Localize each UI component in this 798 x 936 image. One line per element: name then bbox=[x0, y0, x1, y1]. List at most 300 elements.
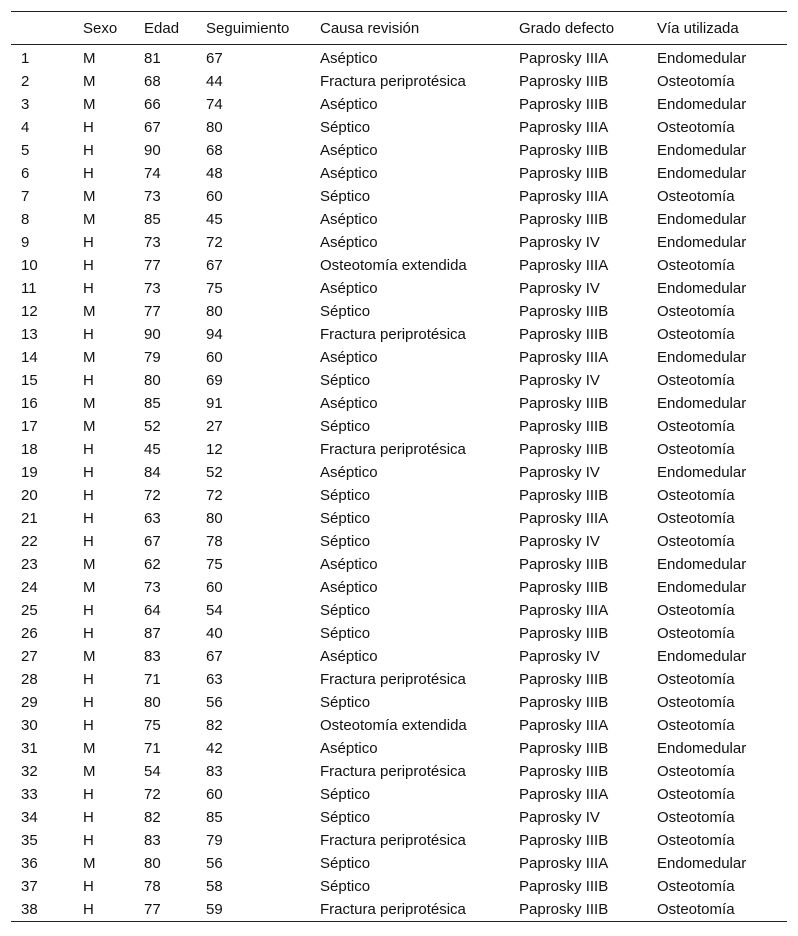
cell-grado-defecto: Paprosky IIIB bbox=[519, 303, 609, 320]
cell-causa-revision: Aséptico bbox=[320, 579, 378, 596]
cell-edad: 90 bbox=[144, 326, 161, 343]
cell-via-utilizada: Osteotomía bbox=[657, 303, 735, 320]
cell-seguimiento: 54 bbox=[206, 602, 223, 619]
cell-case-number: 5 bbox=[21, 142, 30, 159]
header-case-number bbox=[11, 12, 73, 45]
cell-grado-defecto: Paprosky IIIB bbox=[509, 898, 647, 922]
table-row bbox=[11, 208, 787, 231]
cell-sexo: M bbox=[83, 763, 96, 780]
cell-edad: 80 bbox=[144, 694, 161, 711]
cell-causa-revision: Séptico bbox=[320, 786, 371, 803]
cell-case-number: 9 bbox=[21, 234, 30, 251]
cell-edad: 78 bbox=[144, 878, 161, 895]
cell-via-utilizada: Osteotomía bbox=[657, 763, 735, 780]
table-row bbox=[11, 300, 787, 323]
cell-edad: 67 bbox=[144, 533, 161, 550]
table-row bbox=[11, 783, 787, 806]
cell-edad: 52 bbox=[144, 418, 161, 435]
header-sexo: Sexo bbox=[73, 12, 134, 45]
cell-causa-revision: Fractura periprotésica bbox=[320, 326, 466, 343]
cell-grado-defecto: Paprosky IV bbox=[519, 533, 600, 550]
cell-edad: 82 bbox=[144, 809, 161, 826]
cell-edad: 63 bbox=[144, 510, 161, 527]
cell-case-number: 35 bbox=[21, 832, 38, 849]
cell-via-utilizada: Endomedular bbox=[657, 165, 747, 182]
cell-case-number: 8 bbox=[21, 211, 30, 228]
cell-case-number: 23 bbox=[21, 556, 38, 573]
cell-case-number: 22 bbox=[21, 533, 38, 550]
cell-causa-revision: Aséptico bbox=[320, 395, 378, 412]
cell-sexo: H bbox=[83, 671, 94, 688]
header-edad: Edad bbox=[134, 12, 196, 45]
cell-edad: 87 bbox=[144, 625, 161, 642]
cell-grado-defecto: Paprosky IIIB bbox=[519, 763, 609, 780]
cell-sexo: H bbox=[83, 533, 94, 550]
cell-via-utilizada: Osteotomía bbox=[657, 326, 735, 343]
table-row bbox=[11, 691, 787, 714]
cell-edad: 77 bbox=[134, 898, 196, 922]
cell-seguimiento: 60 bbox=[206, 188, 223, 205]
cell-case-number: 14 bbox=[21, 349, 38, 366]
cell-case-number: 36 bbox=[21, 855, 38, 872]
cell-via-utilizada: Endomedular bbox=[657, 855, 747, 872]
cell-causa-revision: Aséptico bbox=[320, 464, 378, 481]
cell-sexo: H bbox=[83, 441, 94, 458]
cell-causa-revision: Aséptico bbox=[320, 349, 378, 366]
table-row bbox=[11, 93, 787, 116]
cell-grado-defecto: Paprosky IV bbox=[519, 464, 600, 481]
cell-via-utilizada: Endomedular bbox=[657, 211, 747, 228]
cell-seguimiento: 59 bbox=[196, 898, 310, 922]
cell-grado-defecto: Paprosky IIIA bbox=[519, 50, 609, 67]
cell-seguimiento: 80 bbox=[206, 510, 223, 527]
cell-via-utilizada: Osteotomía bbox=[657, 119, 735, 136]
cell-edad: 68 bbox=[144, 73, 161, 90]
table-row bbox=[11, 622, 787, 645]
cell-seguimiento: 72 bbox=[206, 487, 223, 504]
cell-sexo: M bbox=[83, 349, 96, 366]
cell-causa-revision: Séptico bbox=[320, 303, 371, 320]
cell-case-number: 26 bbox=[21, 625, 38, 642]
table-row bbox=[11, 438, 787, 461]
cell-edad: 83 bbox=[144, 832, 161, 849]
cell-seguimiento: 60 bbox=[206, 579, 223, 596]
cell-case-number: 30 bbox=[21, 717, 38, 734]
cell-via-utilizada: Endomedular bbox=[657, 579, 747, 596]
cell-case-number: 17 bbox=[21, 418, 38, 435]
cell-sexo: H bbox=[83, 372, 94, 389]
cell-causa-revision: Séptico bbox=[320, 188, 371, 205]
cell-seguimiento: 80 bbox=[206, 119, 223, 136]
table-row bbox=[11, 70, 787, 93]
table-row bbox=[11, 185, 787, 208]
table-row bbox=[11, 760, 787, 783]
cell-via-utilizada: Osteotomía bbox=[657, 717, 735, 734]
cell-via-utilizada: Osteotomía bbox=[657, 73, 735, 90]
cell-causa-revision: Osteotomía extendida bbox=[320, 257, 467, 274]
cell-sexo: H bbox=[83, 257, 94, 274]
cell-grado-defecto: Paprosky IIIA bbox=[519, 602, 609, 619]
cell-grado-defecto: Paprosky IIIB bbox=[519, 694, 609, 711]
table-row bbox=[11, 254, 787, 277]
cell-sexo: M bbox=[83, 556, 96, 573]
cell-edad: 75 bbox=[144, 717, 161, 734]
cell-case-number: 27 bbox=[21, 648, 38, 665]
cell-sexo: H bbox=[83, 464, 94, 481]
cell-grado-defecto: Paprosky IIIA bbox=[519, 855, 609, 872]
cell-causa-revision: Fractura periprotésica bbox=[310, 898, 509, 922]
header-seguimiento: Seguimiento bbox=[196, 12, 310, 45]
cell-sexo: H bbox=[73, 898, 134, 922]
cell-via-utilizada: Endomedular bbox=[657, 648, 747, 665]
table-row bbox=[11, 852, 787, 875]
cell-via-utilizada: Osteotomía bbox=[657, 602, 735, 619]
cell-causa-revision: Fractura periprotésica bbox=[320, 671, 466, 688]
cell-sexo: H bbox=[83, 142, 94, 159]
table-row bbox=[11, 714, 787, 737]
cell-sexo: M bbox=[83, 740, 96, 757]
cell-seguimiento: 56 bbox=[206, 694, 223, 711]
cell-causa-revision: Fractura periprotésica bbox=[320, 832, 466, 849]
cell-sexo: H bbox=[83, 625, 94, 642]
table-row bbox=[11, 139, 787, 162]
cell-causa-revision: Séptico bbox=[320, 533, 371, 550]
cell-seguimiento: 83 bbox=[206, 763, 223, 780]
cell-via-utilizada: Endomedular bbox=[657, 234, 747, 251]
cell-via-utilizada: Endomedular bbox=[657, 50, 747, 67]
cell-via-utilizada: Endomedular bbox=[657, 395, 747, 412]
table-body bbox=[11, 45, 787, 922]
cell-seguimiento: 69 bbox=[206, 372, 223, 389]
cell-sexo: M bbox=[83, 188, 96, 205]
cell-via-utilizada: Osteotomía bbox=[657, 487, 735, 504]
header-row bbox=[11, 12, 787, 45]
cell-case-number: 7 bbox=[21, 188, 30, 205]
cell-causa-revision: Séptico bbox=[320, 625, 371, 642]
cell-case-number: 3 bbox=[21, 96, 30, 113]
cell-grado-defecto: Paprosky IIIB bbox=[519, 211, 609, 228]
cell-sexo: M bbox=[83, 96, 96, 113]
cell-seguimiento: 42 bbox=[206, 740, 223, 757]
cell-sexo: H bbox=[83, 234, 94, 251]
cell-case-number: 11 bbox=[21, 280, 37, 297]
cell-seguimiento: 12 bbox=[206, 441, 223, 458]
cell-seguimiento: 40 bbox=[206, 625, 223, 642]
cell-case-number: 12 bbox=[21, 303, 38, 320]
cell-grado-defecto: Paprosky IIIB bbox=[519, 418, 609, 435]
cell-seguimiento: 56 bbox=[206, 855, 223, 872]
cell-grado-defecto: Paprosky IV bbox=[519, 234, 600, 251]
cell-edad: 90 bbox=[144, 142, 161, 159]
table-row bbox=[11, 116, 787, 139]
cell-grado-defecto: Paprosky IV bbox=[519, 280, 600, 297]
cell-causa-revision: Séptico bbox=[320, 855, 371, 872]
cell-seguimiento: 82 bbox=[206, 717, 223, 734]
cell-seguimiento: 68 bbox=[206, 142, 223, 159]
cell-sexo: H bbox=[83, 165, 94, 182]
cell-edad: 64 bbox=[144, 602, 161, 619]
cell-edad: 83 bbox=[144, 648, 161, 665]
cell-causa-revision: Aséptico bbox=[320, 165, 378, 182]
cell-case-number: 2 bbox=[21, 73, 30, 90]
cell-grado-defecto: Paprosky IIIB bbox=[519, 96, 609, 113]
cell-seguimiento: 45 bbox=[206, 211, 223, 228]
table-row bbox=[11, 461, 787, 484]
cell-sexo: M bbox=[83, 303, 96, 320]
table-row bbox=[11, 599, 787, 622]
cell-via-utilizada: Endomedular bbox=[657, 280, 747, 297]
cell-sexo: H bbox=[83, 326, 94, 343]
table-row bbox=[11, 346, 787, 369]
cell-via-utilizada: Osteotomía bbox=[657, 418, 735, 435]
cell-via-utilizada: Endomedular bbox=[657, 740, 747, 757]
cell-via-utilizada: Osteotomía bbox=[657, 188, 735, 205]
cell-edad: 79 bbox=[144, 349, 161, 366]
cell-sexo: H bbox=[83, 280, 94, 297]
cell-case-number: 33 bbox=[21, 786, 38, 803]
cell-via-utilizada: Osteotomía bbox=[657, 878, 735, 895]
cell-case-number: 1 bbox=[21, 50, 30, 67]
cell-edad: 67 bbox=[144, 119, 161, 136]
cell-via-utilizada: Osteotomía bbox=[657, 809, 735, 826]
cell-causa-revision: Aséptico bbox=[320, 234, 378, 251]
cell-causa-revision: Aséptico bbox=[320, 556, 378, 573]
cell-seguimiento: 80 bbox=[206, 303, 223, 320]
cell-seguimiento: 94 bbox=[206, 326, 223, 343]
table-row bbox=[11, 415, 787, 438]
cell-via-utilizada: Osteotomía bbox=[657, 786, 735, 803]
cell-case-number: 15 bbox=[21, 372, 38, 389]
cell-via-utilizada: Endomedular bbox=[657, 96, 747, 113]
cell-via-utilizada: Osteotomía bbox=[657, 257, 735, 274]
cell-seguimiento: 75 bbox=[206, 556, 223, 573]
cell-edad: 66 bbox=[144, 96, 161, 113]
cell-causa-revision: Aséptico bbox=[320, 280, 378, 297]
cell-sexo: H bbox=[83, 717, 94, 734]
cell-via-utilizada: Osteotomía bbox=[657, 832, 735, 849]
cell-case-number: 10 bbox=[21, 257, 38, 274]
cell-grado-defecto: Paprosky IIIB bbox=[519, 625, 609, 642]
cell-grado-defecto: Paprosky IV bbox=[519, 648, 600, 665]
cell-seguimiento: 58 bbox=[206, 878, 223, 895]
cell-causa-revision: Aséptico bbox=[320, 50, 378, 67]
cell-sexo: H bbox=[83, 487, 94, 504]
cell-grado-defecto: Paprosky IIIA bbox=[519, 717, 609, 734]
table-row bbox=[11, 553, 787, 576]
table-row bbox=[11, 323, 787, 346]
cell-sexo: M bbox=[83, 50, 96, 67]
cell-via-utilizada: Osteotomía bbox=[657, 372, 735, 389]
cell-case-number: 20 bbox=[21, 487, 38, 504]
cell-case-number: 4 bbox=[21, 119, 30, 136]
cell-causa-revision: Séptico bbox=[320, 119, 371, 136]
cell-causa-revision: Séptico bbox=[320, 602, 371, 619]
cell-via-utilizada: Osteotomía bbox=[647, 898, 787, 922]
cell-grado-defecto: Paprosky IIIB bbox=[519, 395, 609, 412]
cell-seguimiento: 78 bbox=[206, 533, 223, 550]
cell-edad: 80 bbox=[144, 372, 161, 389]
cell-sexo: H bbox=[83, 694, 94, 711]
cell-case-number: 24 bbox=[21, 579, 38, 596]
cell-via-utilizada: Osteotomía bbox=[657, 441, 735, 458]
cell-via-utilizada: Osteotomía bbox=[657, 625, 735, 642]
cell-via-utilizada: Osteotomía bbox=[657, 694, 735, 711]
cell-seguimiento: 67 bbox=[206, 648, 223, 665]
cell-seguimiento: 91 bbox=[206, 395, 223, 412]
table-row bbox=[11, 392, 787, 415]
cell-sexo: H bbox=[83, 786, 94, 803]
data-table-container bbox=[11, 11, 787, 922]
table-row bbox=[11, 162, 787, 185]
cell-causa-revision: Aséptico bbox=[320, 211, 378, 228]
cell-edad: 62 bbox=[144, 556, 161, 573]
cell-seguimiento: 52 bbox=[206, 464, 223, 481]
cell-via-utilizada: Endomedular bbox=[657, 556, 747, 573]
cell-edad: 72 bbox=[144, 786, 161, 803]
table-row bbox=[11, 806, 787, 829]
table-row bbox=[11, 530, 787, 553]
cell-sexo: M bbox=[83, 418, 96, 435]
cell-case-number: 38 bbox=[11, 898, 73, 922]
table-header bbox=[11, 12, 787, 45]
cell-edad: 80 bbox=[144, 855, 161, 872]
table-row bbox=[11, 875, 787, 898]
cell-sexo: H bbox=[83, 832, 94, 849]
table-row bbox=[11, 45, 787, 71]
cell-grado-defecto: Paprosky IIIB bbox=[519, 579, 609, 596]
cell-causa-revision: Séptico bbox=[320, 418, 371, 435]
cell-grado-defecto: Paprosky IIIB bbox=[519, 878, 609, 895]
cell-case-number: 25 bbox=[21, 602, 38, 619]
cell-grado-defecto: Paprosky IIIA bbox=[519, 786, 609, 803]
cell-case-number: 31 bbox=[21, 740, 38, 757]
cell-edad: 85 bbox=[144, 395, 161, 412]
table-row bbox=[11, 645, 787, 668]
cell-grado-defecto: Paprosky IIIA bbox=[519, 349, 609, 366]
cell-via-utilizada: Endomedular bbox=[657, 349, 747, 366]
cell-seguimiento: 44 bbox=[206, 73, 223, 90]
cell-grado-defecto: Paprosky IIIB bbox=[519, 165, 609, 182]
cell-seguimiento: 63 bbox=[206, 671, 223, 688]
cell-grado-defecto: Paprosky IIIA bbox=[519, 510, 609, 527]
cell-seguimiento: 72 bbox=[206, 234, 223, 251]
cell-via-utilizada: Osteotomía bbox=[657, 510, 735, 527]
cell-grado-defecto: Paprosky IIIB bbox=[519, 142, 609, 159]
cell-grado-defecto: Paprosky IIIB bbox=[519, 832, 609, 849]
cell-case-number: 21 bbox=[21, 510, 38, 527]
cell-edad: 72 bbox=[144, 487, 161, 504]
cell-grado-defecto: Paprosky IIIB bbox=[519, 441, 609, 458]
cell-grado-defecto: Paprosky IIIB bbox=[519, 326, 609, 343]
cell-edad: 71 bbox=[144, 671, 161, 688]
cell-sexo: M bbox=[83, 855, 96, 872]
cell-grado-defecto: Paprosky IV bbox=[519, 809, 600, 826]
cell-case-number: 29 bbox=[21, 694, 38, 711]
cell-edad: 81 bbox=[144, 50, 161, 67]
cell-causa-revision: Séptico bbox=[320, 510, 371, 527]
table-row bbox=[11, 737, 787, 760]
cell-seguimiento: 60 bbox=[206, 786, 223, 803]
cell-causa-revision: Aséptico bbox=[320, 648, 378, 665]
cell-via-utilizada: Osteotomía bbox=[657, 533, 735, 550]
cell-seguimiento: 67 bbox=[206, 257, 223, 274]
cell-grado-defecto: Paprosky IIIB bbox=[519, 671, 609, 688]
cell-causa-revision: Séptico bbox=[320, 372, 371, 389]
cell-seguimiento: 48 bbox=[206, 165, 223, 182]
cell-sexo: M bbox=[83, 73, 96, 90]
cell-causa-revision: Fractura periprotésica bbox=[320, 441, 466, 458]
table-row bbox=[11, 668, 787, 691]
cell-edad: 73 bbox=[144, 234, 161, 251]
cell-case-number: 13 bbox=[21, 326, 38, 343]
cell-sexo: H bbox=[83, 510, 94, 527]
cell-causa-revision: Aséptico bbox=[320, 96, 378, 113]
cell-grado-defecto: Paprosky IV bbox=[519, 372, 600, 389]
cell-case-number: 28 bbox=[21, 671, 38, 688]
cell-causa-revision: Fractura periprotésica bbox=[320, 73, 466, 90]
cell-edad: 54 bbox=[144, 763, 161, 780]
table-row bbox=[11, 829, 787, 852]
cell-sexo: M bbox=[83, 579, 96, 596]
cell-grado-defecto: Paprosky IIIA bbox=[519, 188, 609, 205]
cell-causa-revision: Séptico bbox=[320, 878, 371, 895]
patients-table bbox=[11, 11, 787, 922]
cell-case-number: 6 bbox=[21, 165, 30, 182]
cell-edad: 71 bbox=[144, 740, 161, 757]
cell-grado-defecto: Paprosky IIIB bbox=[519, 487, 609, 504]
table-row bbox=[11, 484, 787, 507]
table-row bbox=[11, 231, 787, 254]
cell-causa-revision: Aséptico bbox=[320, 740, 378, 757]
table-row bbox=[11, 507, 787, 530]
cell-sexo: H bbox=[83, 119, 94, 136]
cell-seguimiento: 27 bbox=[206, 418, 223, 435]
cell-causa-revision: Aséptico bbox=[320, 142, 378, 159]
table-row bbox=[11, 576, 787, 599]
cell-edad: 77 bbox=[144, 257, 161, 274]
cell-via-utilizada: Endomedular bbox=[657, 142, 747, 159]
cell-case-number: 18 bbox=[21, 441, 38, 458]
cell-case-number: 16 bbox=[21, 395, 38, 412]
cell-grado-defecto: Paprosky IIIA bbox=[519, 119, 609, 136]
table-row bbox=[11, 369, 787, 392]
header-grado-defecto: Grado defecto bbox=[509, 12, 647, 45]
cell-seguimiento: 75 bbox=[206, 280, 223, 297]
cell-causa-revision: Fractura periprotésica bbox=[320, 763, 466, 780]
cell-seguimiento: 67 bbox=[206, 50, 223, 67]
cell-sexo: M bbox=[83, 648, 96, 665]
header-causa-revision: Causa revisión bbox=[310, 12, 509, 45]
cell-edad: 73 bbox=[144, 188, 161, 205]
cell-edad: 77 bbox=[144, 303, 161, 320]
cell-grado-defecto: Paprosky IIIB bbox=[519, 556, 609, 573]
cell-case-number: 37 bbox=[21, 878, 38, 895]
header-via-utilizada: Vía utilizada bbox=[647, 12, 787, 45]
cell-seguimiento: 79 bbox=[206, 832, 223, 849]
cell-sexo: H bbox=[83, 809, 94, 826]
cell-edad: 85 bbox=[144, 211, 161, 228]
cell-edad: 73 bbox=[144, 579, 161, 596]
cell-via-utilizada: Osteotomía bbox=[657, 671, 735, 688]
cell-causa-revision: Osteotomía extendida bbox=[320, 717, 467, 734]
cell-sexo: M bbox=[83, 211, 96, 228]
cell-sexo: M bbox=[83, 395, 96, 412]
cell-grado-defecto: Paprosky IIIA bbox=[519, 257, 609, 274]
cell-case-number: 34 bbox=[21, 809, 38, 826]
cell-case-number: 32 bbox=[21, 763, 38, 780]
cell-edad: 45 bbox=[144, 441, 161, 458]
cell-edad: 84 bbox=[144, 464, 161, 481]
